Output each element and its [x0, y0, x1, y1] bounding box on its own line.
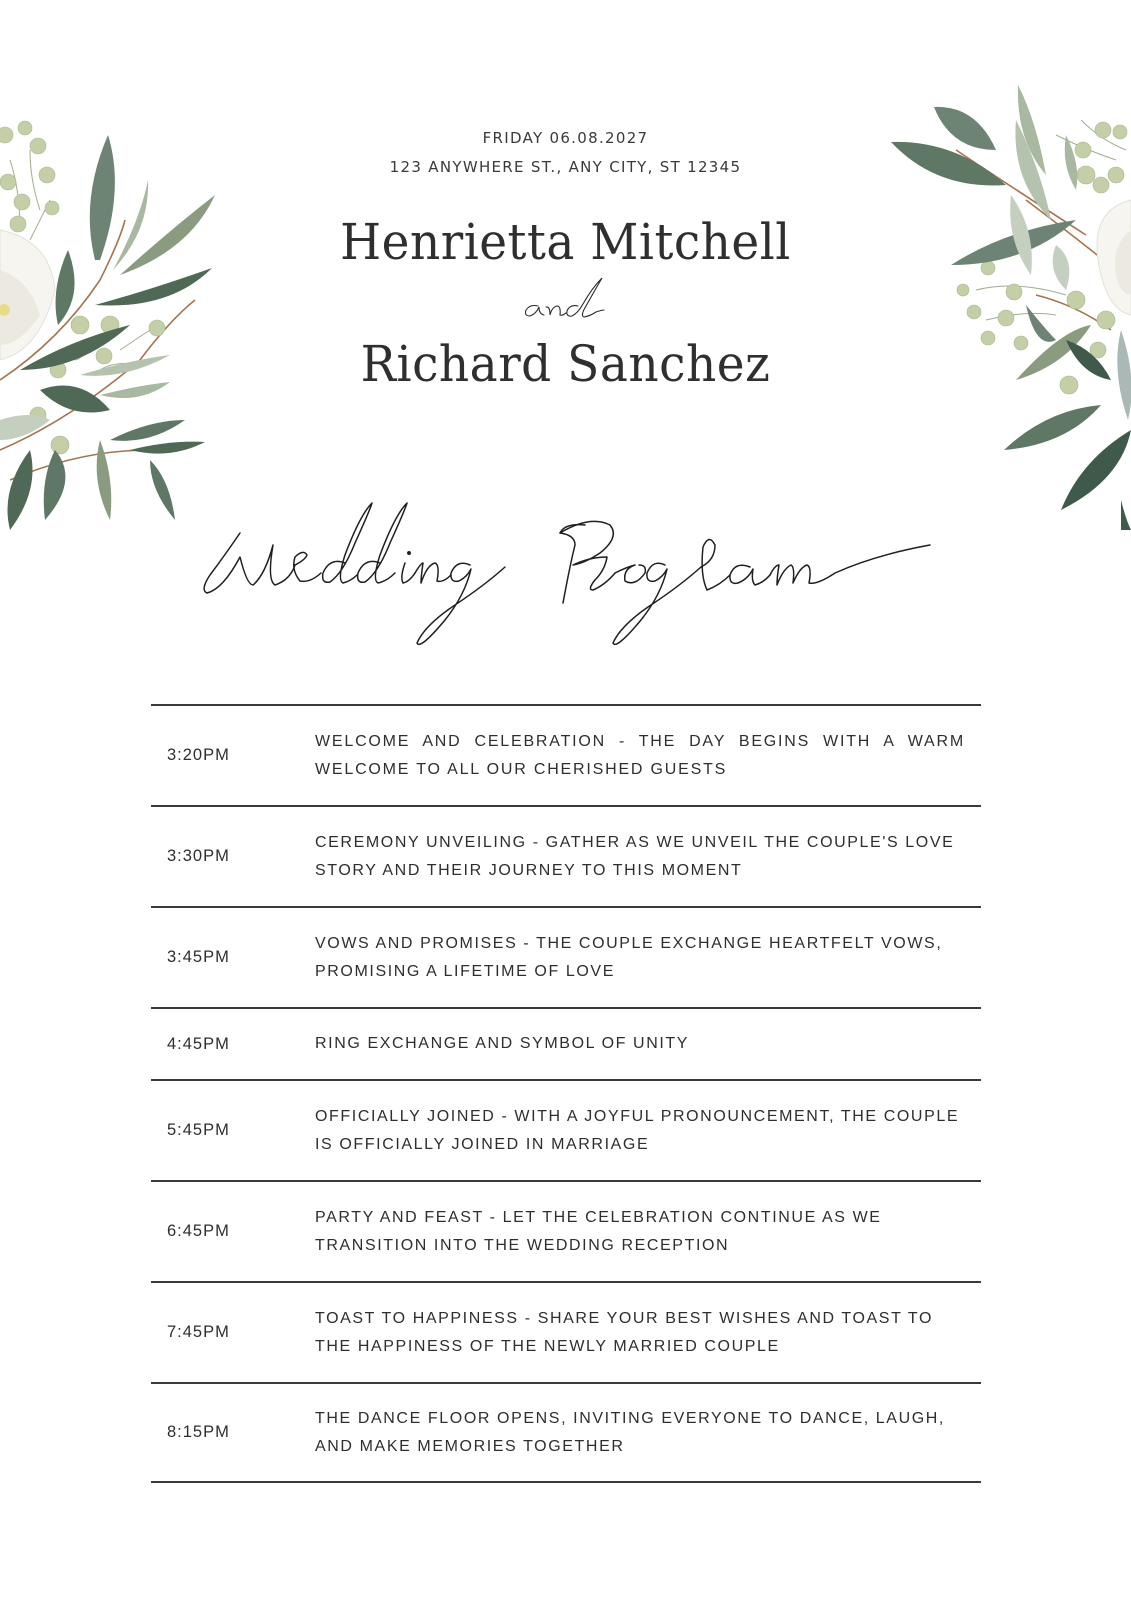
program-description: THE DANCE FLOOR OPENS, INVITING EVERYONE TO DANCE, LAUGH, AND MAKE MEMORIES TOGETHER	[315, 1409, 945, 1455]
program-row	[151, 906, 981, 1007]
event-details	[0, 124, 1131, 182]
partner-name-1: Henrietta Mitchell	[340, 213, 791, 272]
program-time: 8:15PM	[167, 1423, 230, 1441]
floral-bouquet-left-icon	[0, 120, 230, 540]
program-time: 5:45PM	[167, 1121, 230, 1139]
program-row	[151, 1281, 981, 1382]
program-row	[151, 1382, 981, 1483]
program-row	[151, 805, 981, 906]
program-time: 3:45PM	[167, 948, 230, 966]
event-address: 123 ANYWHERE ST., ANY CITY, ST 12345	[389, 158, 742, 176]
program-description: WELCOME AND CELEBRATION - THE DAY BEGINS WITH A WARM WELCOME TO ALL OUR CHERISHED GUESTS	[315, 732, 965, 778]
program-time: 3:20PM	[167, 746, 230, 764]
program-description: CEREMONY UNVEILING - GATHER AS WE UNVEIL THE COUPLE'S LOVE STORY AND THEIR JOURNEY TO THIS MOMENT	[315, 833, 955, 879]
program-time: 7:45PM	[167, 1323, 230, 1341]
program-row	[151, 704, 981, 805]
program-description: VOWS AND PROMISES - THE COUPLE EXCHANGE HEARTFELT VOWS, PROMISING A LIFETIME OF LOVE	[315, 934, 943, 980]
partner-name-2: Richard Sanchez	[360, 335, 771, 394]
program-description: OFFICIALLY JOINED - WITH A JOYFUL PRONOUNCEMENT, THE COUPLE IS OFFICIALLY JOINED IN MARRIAGE	[315, 1107, 960, 1153]
program-row	[151, 1079, 981, 1180]
program-description: TOAST TO HAPPINESS - SHARE YOUR BEST WISHES AND TOAST TO THE HAPPINESS OF THE NEWLY MARRIED COUPLE	[315, 1309, 934, 1355]
program-schedule	[151, 704, 981, 1483]
program-row	[151, 1180, 981, 1281]
program-time: 6:45PM	[167, 1222, 230, 1240]
program-row	[151, 1007, 981, 1079]
wedding-program-title-script	[195, 485, 935, 660]
program-description: RING EXCHANGE AND SYMBOL OF UNITY	[315, 1035, 690, 1052]
event-date: FRIDAY 06.08.2027	[482, 129, 649, 147]
program-time: 4:45PM	[167, 1034, 230, 1053]
and-script-text	[520, 276, 610, 326]
program-description: PARTY AND FEAST - LET THE CELEBRATION CONTINUE AS WE TRANSITION INTO THE WEDDING RECEPTION	[315, 1208, 882, 1254]
program-time: 3:30PM	[167, 847, 230, 865]
